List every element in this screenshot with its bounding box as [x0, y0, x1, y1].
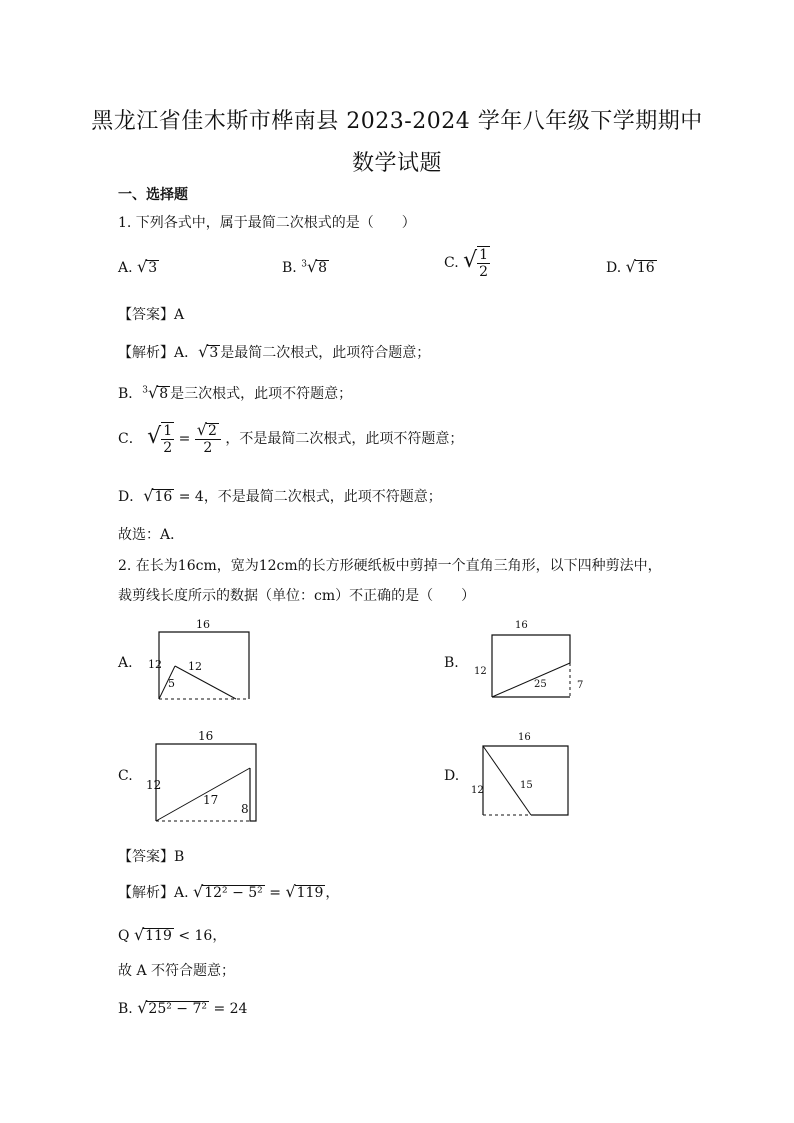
q2-analysis-q: Q √119 < 16，	[118, 925, 227, 944]
section-heading: 一、选择题	[118, 187, 188, 203]
q2-analysis-a-conclusion: 故 A 不符合题意；	[118, 963, 236, 979]
fig-c-hyp-label: 17	[203, 793, 219, 807]
fig-c-top-label: 16	[198, 729, 214, 743]
q2-figure-b	[470, 615, 595, 705]
fig-a-leg-label: 5	[168, 677, 175, 690]
q2-analysis-a: 【解析】A. √12² − 5² = √119 ，	[118, 882, 340, 901]
q2-option-a-label: A.	[118, 655, 133, 671]
fig-b-hyp-label: 25	[534, 679, 547, 690]
q1-option-d: D. √16	[606, 257, 655, 276]
fig-c-right-label: 8	[241, 802, 249, 816]
question-1-stem: 1. 下列各式中，属于最简二次根式的是（ ）	[118, 215, 416, 231]
question-2-stem-line1: 2. 在长为16cm，宽为12cm的长方形硬纸板中剪掉一个直角三角形，以下四种剪法中，	[118, 558, 662, 574]
q1-answer: 【答案】A	[118, 307, 185, 323]
q2-figure-a	[140, 615, 270, 710]
document-title-line2: 数学试题	[351, 151, 442, 176]
q1-option-b: B. $^3$√8	[282, 257, 328, 276]
fig-b-top-label: 16	[515, 620, 528, 631]
q2-option-c-label: C.	[118, 768, 133, 784]
fig-d-hyp-label: 15	[520, 780, 533, 791]
fig-d-top-label: 16	[518, 732, 531, 743]
fig-a-hyp-label: 12	[188, 660, 202, 673]
fig-b-right-label: 7	[577, 680, 584, 691]
q2-answer: 【答案】B	[118, 849, 185, 865]
q1-analysis-b: B．$^3$√8 是三次根式，此项不符题意；	[118, 383, 353, 402]
q2-figure-d	[468, 725, 583, 820]
q2-figure-c	[140, 725, 265, 825]
q2-option-b-label: B.	[444, 655, 459, 671]
fig-c-side-label: 12	[146, 778, 162, 792]
document-title-line1: 黑龙江省佳木斯市桦南县 2023-2024 学年八年级下学期期中	[91, 109, 703, 134]
q1-analysis-a: 【解析】A．√3 是最简二次根式，此项符合题意；	[118, 342, 431, 361]
q1-option-a: A. √3	[118, 257, 158, 276]
q1-choose: 故选：A．	[118, 527, 185, 543]
fig-a-top-label: 16	[196, 618, 210, 631]
q1-option-c: C. √ $\frac{1}{2}$	[444, 247, 489, 280]
fig-a-side-label: 12	[148, 658, 162, 671]
q2-analysis-b: B. √25² − 7² = 24	[118, 998, 248, 1017]
q2-option-d-label: D.	[444, 768, 460, 784]
q1-analysis-d: D．√16 = 4，不是最简二次根式，此项不符题意；	[118, 486, 442, 505]
question-2-stem-line2: 裁剪线长度所示的数据（单位：cm）不正确的是（ ）	[118, 588, 476, 604]
fig-b-side-label: 12	[474, 666, 487, 677]
q1-analysis-c: C． √ $\frac{1}{2}$ = $\frac{√2}{2}$ ，不是最简二次根式，此项不符题意；	[118, 420, 464, 456]
fig-d-side-label: 12	[471, 785, 484, 796]
